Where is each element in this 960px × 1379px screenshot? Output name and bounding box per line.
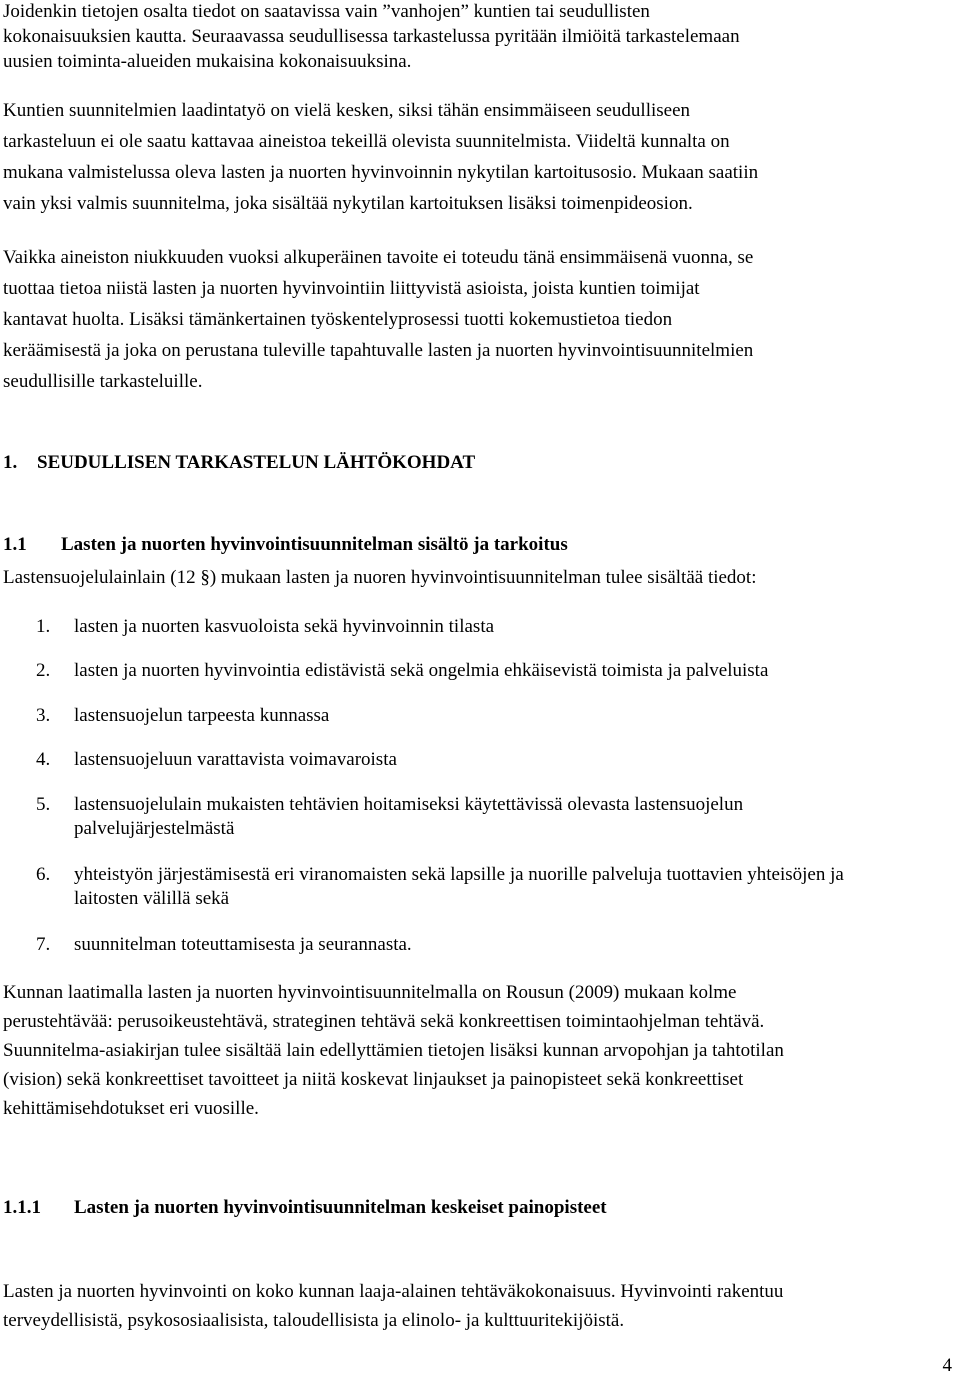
list-item-number: 3. xyxy=(36,705,51,726)
list-item-number: 1. xyxy=(36,616,51,637)
list-item-number: 4. xyxy=(36,749,51,770)
text-line: seudullisille tarkasteluille. xyxy=(3,371,203,392)
list-item-text: laitosten välillä sekä xyxy=(74,888,230,909)
text-line: tuottaa tietoa niistä lasten ja nuorten hyvinvointiin liittyvistä asioista, joista kuntien toimijat xyxy=(3,278,700,299)
text-line: kantavat huolta. Lisäksi tämänkertainen työskentelyprosessi tuotti kokemustietoa tiedon xyxy=(3,309,673,330)
heading-title: Lasten ja nuorten hyvinvointisuunnitelman sisältö ja tarkoitus xyxy=(61,534,568,555)
list-item-number: 5. xyxy=(36,794,51,815)
final-paragraph xyxy=(3,1277,953,1335)
list-item-text: lasten ja nuorten kasvuoloista sekä hyvinvoinnin tilasta xyxy=(74,616,495,637)
text-line: perustehtävää: perusoikeustehtävä, strateginen tehtävä sekä konkreettisen toimintaohjelman tehtävä. xyxy=(3,1011,765,1032)
list-item-text: lastensuojelulain mukaisten tehtävien hoitamiseksi käytettävissä olevasta lastensuojelun xyxy=(74,794,744,815)
section-heading-1 xyxy=(3,448,475,477)
text-line: uusien toiminta-alueiden mukaisina kokonaisuuksina. xyxy=(3,51,412,72)
text-line: mukana valmistelussa oleva lasten ja nuorten hyvinvoinnin nykytilan kartoitusosio. Mukaan saatiin xyxy=(3,162,759,183)
paragraph-after-list xyxy=(3,978,953,1123)
text-line: vain yksi valmis suunnitelma, joka sisältää nykytilan kartoituksen lisäksi toimenpideosion. xyxy=(3,193,693,214)
section-heading-1-1 xyxy=(3,530,568,559)
text-line: keräämisestä ja joka on perustana tuleville tapahtuvalle lasten ja nuorten hyvinvointisuunnitelmien xyxy=(3,340,754,361)
text-line: kehittämisehdotukset eri vuosille. xyxy=(3,1098,259,1119)
list-item-text: yhteistyön järjestämisestä eri viranomaisten sekä lapsille ja nuorille palveluja tuottavien yhteisöjen ja xyxy=(74,864,844,885)
list-item-text: lastensuojelun tarpeesta kunnassa xyxy=(74,705,330,726)
list-item-text: lasten ja nuorten hyvinvointia edistävistä sekä ongelmia ehkäisevistä toimista ja palveluista xyxy=(74,660,769,681)
text-line: (vision) sekä konkreettiset tavoitteet ja niitä koskevat linjaukset ja painopisteet sekä konkreettiset xyxy=(3,1069,744,1090)
heading-number: 1.1 xyxy=(3,534,27,555)
list-item-text: lastensuojeluun varattavista voimavaroista xyxy=(74,749,397,770)
heading-number: 1. xyxy=(3,452,18,473)
list-item-number: 6. xyxy=(36,864,51,885)
list-lead-sentence xyxy=(3,563,953,592)
text-line: Kunnan laatimalla lasten ja nuorten hyvinvointisuunnitelmalla on Rousun (2009) mukaan kolme xyxy=(3,982,737,1003)
intro-paragraph-3 xyxy=(3,243,953,396)
text-line: Lastensuojelulainlain (12 §) mukaan lasten ja nuoren hyvinvointisuunnitelman tulee sisältää tiedot: xyxy=(3,567,757,588)
list-item-text: suunnitelman toteuttamisesta ja seurannasta. xyxy=(74,934,412,955)
text-line: Joidenkin tietojen osalta tiedot on saatavissa vain ”vanhojen” kuntien tai seudullisten xyxy=(3,1,650,22)
text-line: Suunnitelma-asiakirjan tulee sisältää lain edellyttämien tietojen lisäksi kunnan arvopohjan ja tahtotilan xyxy=(3,1040,784,1061)
list-item-number: 7. xyxy=(36,934,51,955)
list-item-number: 2. xyxy=(36,660,51,681)
text-line: kokonaisuuksien kautta. Seuraavassa seudullisessa tarkastelussa pyritään ilmiöitä tarkastelemaan xyxy=(3,26,740,47)
intro-paragraph-1 xyxy=(3,0,953,76)
heading-title: SEUDULLISEN TARKASTELUN LÄHTÖKOHDAT xyxy=(37,452,476,473)
heading-number: 1.1.1 xyxy=(3,1197,41,1218)
text-line: Kuntien suunnitelmien laadintatyö on vielä kesken, siksi tähän ensimmäiseen seudulliseen xyxy=(3,100,691,121)
text-line: Vaikka aineiston niukkuuden vuoksi alkuperäinen tavoite ei toteudu tänä ensimmäisenä vuonna, se xyxy=(3,247,754,268)
text-line: terveydellisistä, psykososiaalisista, taloudellisista ja elinolo- ja kulttuuritekijöistä. xyxy=(3,1310,625,1331)
section-heading-1-1-1 xyxy=(3,1193,607,1222)
text-line: Lasten ja nuorten hyvinvointi on koko kunnan laaja-alainen tehtäväkokonaisuus. Hyvinvointi rakentuu xyxy=(3,1281,784,1302)
intro-paragraph-2 xyxy=(3,96,953,218)
page-number: 4 xyxy=(942,1355,952,1376)
text-line: tarkasteluun ei ole saatu kattavaa aineistoa tekeillä olevista suunnitelmista. Viideltä kunnalta on xyxy=(3,131,730,152)
list-item-text: palvelujärjestelmästä xyxy=(74,818,235,839)
heading-title: Lasten ja nuorten hyvinvointisuunnitelman keskeiset painopisteet xyxy=(74,1197,607,1218)
